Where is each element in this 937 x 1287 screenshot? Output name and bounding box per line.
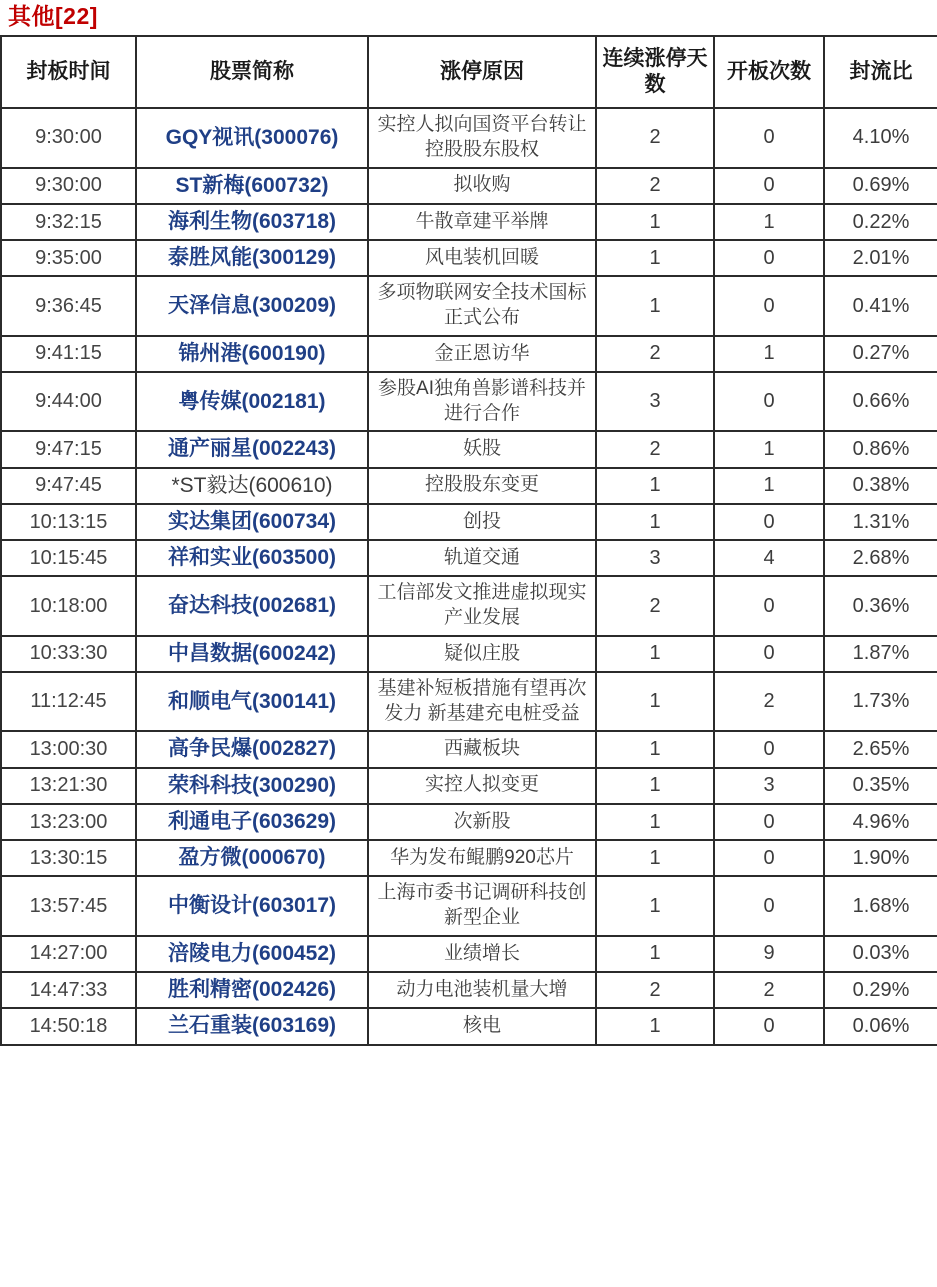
cell-open-times: 2: [714, 672, 824, 731]
cell-stock-name: 盈方微(000670): [136, 840, 368, 876]
cell-seal-ratio: 0.06%: [824, 1008, 937, 1044]
cell-seal-time: 14:47:33: [1, 972, 136, 1008]
cell-seal-time: 9:41:15: [1, 336, 136, 372]
cell-seal-ratio: 1.73%: [824, 672, 937, 731]
cell-consecutive-days: 1: [596, 240, 714, 276]
table-row[interactable]: [1, 468, 937, 504]
cell-reason: 牛散章建平举牌: [368, 204, 596, 240]
cell-open-times: 2: [714, 972, 824, 1008]
cell-stock-name: 中衡设计(603017): [136, 876, 368, 935]
cell-seal-ratio: 1.90%: [824, 840, 937, 876]
cell-seal-ratio: 2.68%: [824, 540, 937, 576]
cell-seal-time: 14:50:18: [1, 1008, 136, 1044]
cell-open-times: 9: [714, 936, 824, 972]
cell-consecutive-days: 2: [596, 108, 714, 167]
table-row[interactable]: [1, 372, 937, 431]
cell-seal-time: 10:13:15: [1, 504, 136, 540]
cell-seal-ratio: 0.66%: [824, 372, 937, 431]
cell-stock-name: 锦州港(600190): [136, 336, 368, 372]
cell-seal-time: 13:30:15: [1, 840, 136, 876]
column-header-stock-name: 股票简称: [136, 36, 368, 108]
column-header-seal-ratio: 封流比: [824, 36, 937, 108]
cell-stock-name: 荣科科技(300290): [136, 768, 368, 804]
cell-reason: 多项物联网安全技术国标正式公布: [368, 276, 596, 335]
cell-open-times: 1: [714, 336, 824, 372]
table-row[interactable]: [1, 840, 937, 876]
cell-seal-time: 9:47:45: [1, 468, 136, 504]
cell-stock-name: 祥和实业(603500): [136, 540, 368, 576]
cell-consecutive-days: 2: [596, 336, 714, 372]
cell-consecutive-days: 1: [596, 468, 714, 504]
cell-consecutive-days: 1: [596, 731, 714, 767]
cell-reason: 华为发布鲲鹏920芯片: [368, 840, 596, 876]
section-title: 其他[22]: [8, 3, 98, 29]
cell-stock-name: 泰胜风能(300129): [136, 240, 368, 276]
cell-reason: 动力电池装机量大增: [368, 972, 596, 1008]
table-row[interactable]: [1, 768, 937, 804]
limit-up-table: [0, 35, 937, 1045]
cell-stock-name: 和顺电气(300141): [136, 672, 368, 731]
table-row[interactable]: [1, 972, 937, 1008]
table-row[interactable]: [1, 576, 937, 635]
cell-seal-ratio: 4.96%: [824, 804, 937, 840]
cell-stock-name: 涪陵电力(600452): [136, 936, 368, 972]
cell-consecutive-days: 2: [596, 972, 714, 1008]
cell-seal-time: 10:18:00: [1, 576, 136, 635]
cell-stock-name: 利通电子(603629): [136, 804, 368, 840]
cell-seal-ratio: 0.86%: [824, 431, 937, 467]
cell-open-times: 0: [714, 576, 824, 635]
cell-open-times: 3: [714, 768, 824, 804]
cell-seal-ratio: 0.22%: [824, 204, 937, 240]
cell-reason: 上海市委书记调研科技创新型企业: [368, 876, 596, 935]
cell-stock-name: 天泽信息(300209): [136, 276, 368, 335]
cell-seal-time: 10:33:30: [1, 636, 136, 672]
cell-reason: 疑似庄股: [368, 636, 596, 672]
table-row[interactable]: [1, 431, 937, 467]
cell-consecutive-days: 1: [596, 276, 714, 335]
cell-open-times: 0: [714, 108, 824, 167]
cell-seal-ratio: 2.01%: [824, 240, 937, 276]
cell-open-times: 0: [714, 840, 824, 876]
cell-open-times: 0: [714, 731, 824, 767]
cell-open-times: 0: [714, 504, 824, 540]
cell-consecutive-days: 1: [596, 804, 714, 840]
cell-seal-time: 13:21:30: [1, 768, 136, 804]
table-row[interactable]: [1, 108, 937, 167]
cell-seal-time: 10:15:45: [1, 540, 136, 576]
cell-consecutive-days: 2: [596, 576, 714, 635]
table-row[interactable]: [1, 540, 937, 576]
cell-reason: 工信部发文推进虚拟现实产业发展: [368, 576, 596, 635]
cell-consecutive-days: 1: [596, 876, 714, 935]
cell-seal-time: 13:23:00: [1, 804, 136, 840]
cell-consecutive-days: 1: [596, 840, 714, 876]
table-row[interactable]: [1, 636, 937, 672]
table-row[interactable]: [1, 336, 937, 372]
cell-consecutive-days: 3: [596, 372, 714, 431]
column-header-consecutive-days: 连续涨停天数: [596, 36, 714, 108]
cell-consecutive-days: 2: [596, 431, 714, 467]
cell-seal-time: 9:36:45: [1, 276, 136, 335]
cell-reason: 业绩增长: [368, 936, 596, 972]
cell-stock-name: 中昌数据(600242): [136, 636, 368, 672]
cell-open-times: 0: [714, 240, 824, 276]
cell-reason: 创投: [368, 504, 596, 540]
table-row[interactable]: [1, 936, 937, 972]
table-row[interactable]: [1, 168, 937, 204]
table-row[interactable]: [1, 804, 937, 840]
cell-seal-time: 14:27:00: [1, 936, 136, 972]
table-row[interactable]: [1, 240, 937, 276]
cell-seal-ratio: 1.87%: [824, 636, 937, 672]
cell-seal-ratio: 0.36%: [824, 576, 937, 635]
cell-open-times: 1: [714, 204, 824, 240]
cell-stock-name: 胜利精密(002426): [136, 972, 368, 1008]
cell-stock-name: 奋达科技(002681): [136, 576, 368, 635]
cell-consecutive-days: 1: [596, 768, 714, 804]
cell-reason: 西藏板块: [368, 731, 596, 767]
cell-seal-ratio: 0.41%: [824, 276, 937, 335]
column-header-open-times: 开板次数: [714, 36, 824, 108]
cell-stock-name: 高争民爆(002827): [136, 731, 368, 767]
cell-stock-name: 实达集团(600734): [136, 504, 368, 540]
table-row[interactable]: [1, 672, 937, 731]
cell-reason: 参股AI独角兽影谱科技并进行合作: [368, 372, 596, 431]
table-row[interactable]: [1, 1008, 937, 1044]
cell-seal-time: 11:12:45: [1, 672, 136, 731]
cell-reason: 次新股: [368, 804, 596, 840]
cell-seal-ratio: 0.69%: [824, 168, 937, 204]
cell-open-times: 0: [714, 876, 824, 935]
cell-stock-name: *ST毅达(600610): [136, 468, 368, 504]
table-row[interactable]: [1, 276, 937, 335]
cell-consecutive-days: 1: [596, 1008, 714, 1044]
cell-stock-name: 海利生物(603718): [136, 204, 368, 240]
cell-reason: 轨道交通: [368, 540, 596, 576]
cell-seal-time: 9:30:00: [1, 108, 136, 167]
cell-reason: 控股股东变更: [368, 468, 596, 504]
table-row[interactable]: [1, 204, 937, 240]
cell-seal-ratio: 1.31%: [824, 504, 937, 540]
table-body: [1, 108, 937, 1044]
cell-reason: 妖股: [368, 431, 596, 467]
cell-open-times: 1: [714, 431, 824, 467]
cell-reason: 核电: [368, 1008, 596, 1044]
cell-seal-time: 9:35:00: [1, 240, 136, 276]
cell-seal-ratio: 0.38%: [824, 468, 937, 504]
cell-reason: 实控人拟变更: [368, 768, 596, 804]
table-row[interactable]: [1, 876, 937, 935]
cell-seal-ratio: 1.68%: [824, 876, 937, 935]
cell-consecutive-days: 2: [596, 168, 714, 204]
cell-reason: 金正恩访华: [368, 336, 596, 372]
cell-seal-ratio: 0.35%: [824, 768, 937, 804]
cell-consecutive-days: 1: [596, 936, 714, 972]
cell-seal-ratio: 2.65%: [824, 731, 937, 767]
cell-consecutive-days: 1: [596, 204, 714, 240]
cell-open-times: 0: [714, 276, 824, 335]
cell-open-times: 0: [714, 636, 824, 672]
cell-open-times: 1: [714, 468, 824, 504]
cell-consecutive-days: 1: [596, 672, 714, 731]
cell-open-times: 0: [714, 1008, 824, 1044]
cell-seal-time: 13:00:30: [1, 731, 136, 767]
cell-consecutive-days: 1: [596, 636, 714, 672]
cell-seal-ratio: 0.03%: [824, 936, 937, 972]
cell-open-times: 0: [714, 168, 824, 204]
table-row[interactable]: [1, 731, 937, 767]
cell-stock-name: 通产丽星(002243): [136, 431, 368, 467]
cell-open-times: 0: [714, 804, 824, 840]
column-header-seal-time: 封板时间: [1, 36, 136, 108]
table-header-row: [1, 36, 937, 108]
cell-seal-time: 9:44:00: [1, 372, 136, 431]
cell-stock-name: 兰石重装(603169): [136, 1008, 368, 1044]
cell-consecutive-days: 3: [596, 540, 714, 576]
cell-stock-name: 粤传媒(002181): [136, 372, 368, 431]
cell-seal-time: 9:30:00: [1, 168, 136, 204]
cell-seal-time: 9:47:15: [1, 431, 136, 467]
cell-open-times: 4: [714, 540, 824, 576]
cell-consecutive-days: 1: [596, 504, 714, 540]
column-header-reason: 涨停原因: [368, 36, 596, 108]
cell-seal-time: 9:32:15: [1, 204, 136, 240]
cell-stock-name: GQY视讯(300076): [136, 108, 368, 167]
cell-seal-ratio: 0.29%: [824, 972, 937, 1008]
cell-seal-ratio: 0.27%: [824, 336, 937, 372]
table-row[interactable]: [1, 504, 937, 540]
cell-open-times: 0: [714, 372, 824, 431]
cell-reason: 风电装机回暖: [368, 240, 596, 276]
cell-reason: 实控人拟向国资平台转让控股股东股权: [368, 108, 596, 167]
cell-seal-time: 13:57:45: [1, 876, 136, 935]
cell-reason: 拟收购: [368, 168, 596, 204]
cell-seal-ratio: 4.10%: [824, 108, 937, 167]
cell-reason: 基建补短板措施有望再次发力 新基建充电桩受益: [368, 672, 596, 731]
cell-stock-name: ST新梅(600732): [136, 168, 368, 204]
